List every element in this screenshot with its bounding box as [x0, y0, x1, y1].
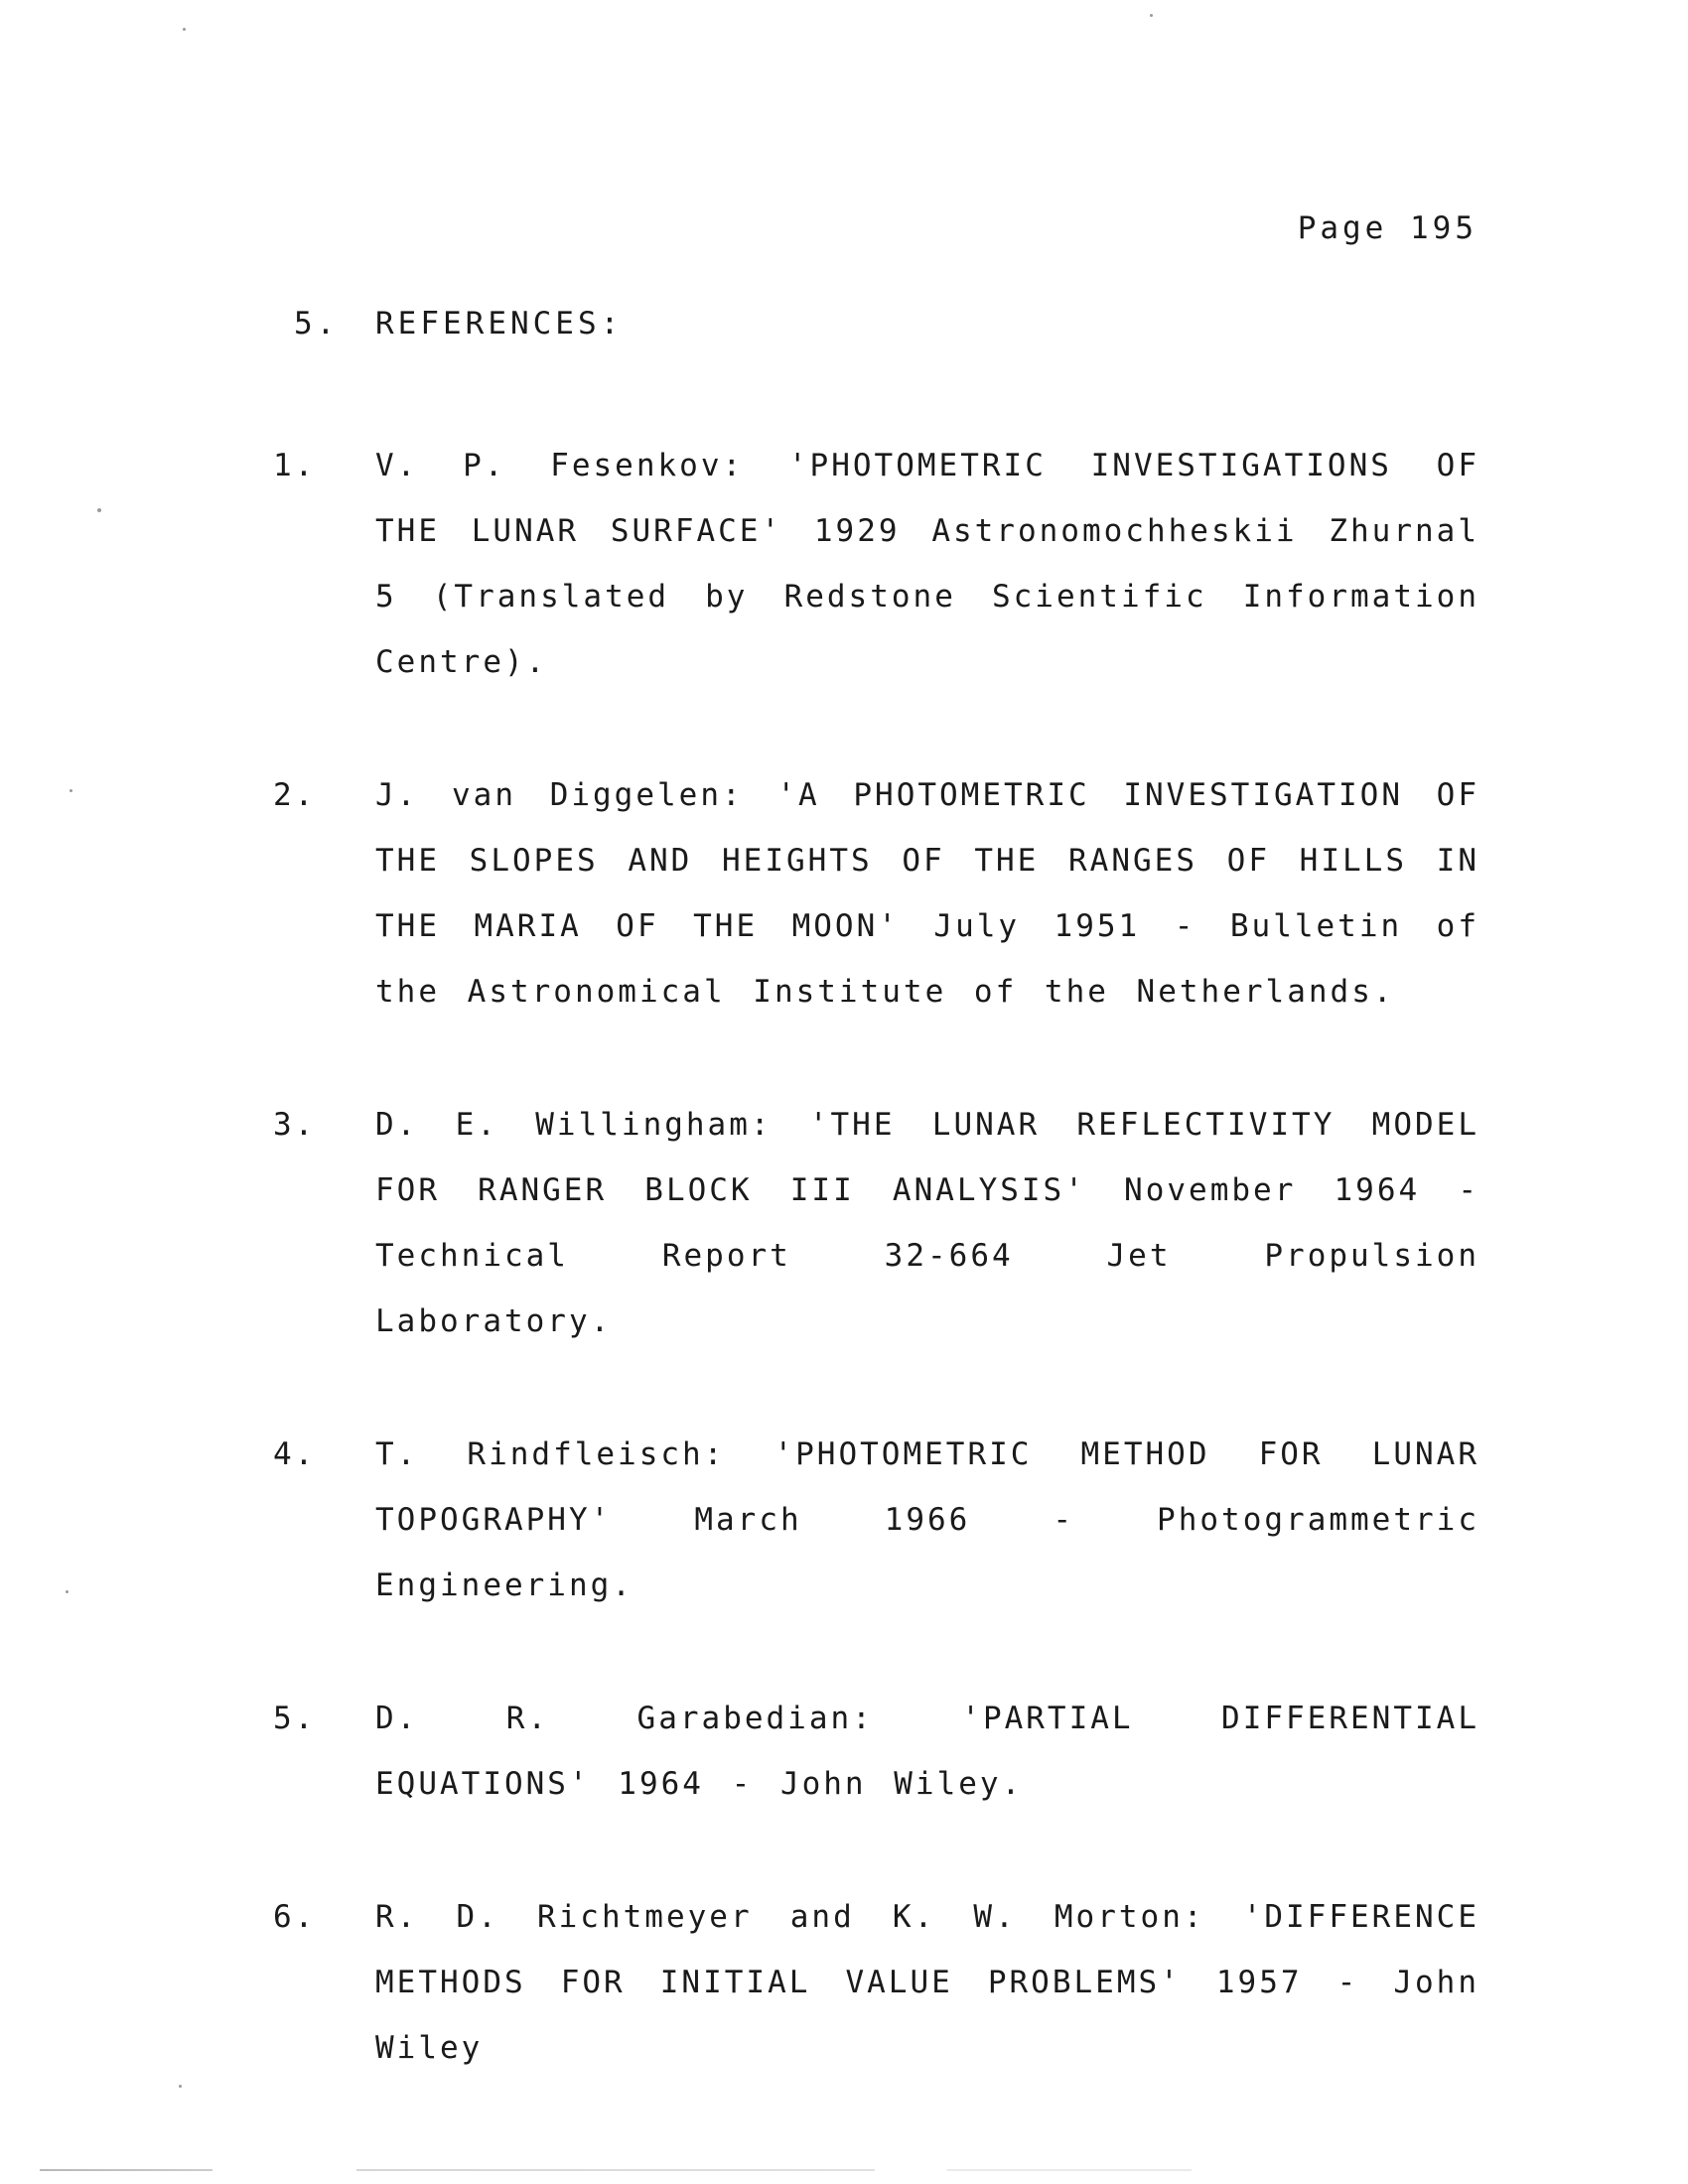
scan-edge-line	[40, 2169, 1479, 2171]
reference-item	[273, 1686, 1479, 1817]
reference-number: 5.	[273, 1701, 317, 1736]
reference-item	[273, 1884, 1479, 2081]
reference-number: 4.	[273, 1436, 317, 1472]
reference-item	[273, 433, 1479, 695]
section-title: REFERENCES:	[375, 306, 624, 341]
section-heading	[294, 306, 623, 341]
scan-speck	[183, 28, 186, 31]
reference-item	[273, 1422, 1479, 1618]
reference-list	[273, 433, 1479, 2148]
scan-speck	[179, 2085, 182, 2088]
scan-speck	[1150, 14, 1153, 17]
scan-speck	[70, 789, 72, 792]
reference-text: D. R. Garabedian: 'PARTIAL DIFFERENTIAL EQUATIONS' 1964 - John Wiley.	[375, 1701, 1479, 1802]
reference-item	[273, 762, 1479, 1024]
scan-speck	[66, 1590, 69, 1593]
page-number: Page 195	[1297, 210, 1477, 246]
reference-number: 2.	[273, 777, 317, 813]
reference-text: D. E. Willingham: 'THE LUNAR REFLECTIVITY MODEL FOR RANGER BLOCK III ANALYSIS' November 1964 - Technical Report 32-664 Jet Propulsion Laboratory.	[375, 1107, 1479, 1339]
reference-text: R. D. Richtmeyer and K. W. Morton: 'DIFFERENCE METHODS FOR INITIAL VALUE PROBLEMS' 1957 - John Wiley	[375, 1899, 1479, 2066]
reference-number: 3.	[273, 1107, 317, 1143]
reference-text: V. P. Fesenkov: 'PHOTOMETRIC INVESTIGATIONS OF THE LUNAR SURFACE' 1929 Astronomochheskii Zhurnal 5 (Translated by Redstone Scientific Information Centre).	[375, 448, 1479, 680]
reference-number: 1.	[273, 448, 317, 483]
reference-item	[273, 1092, 1479, 1354]
section-number: 5.	[294, 306, 340, 341]
reference-text: J. van Diggelen: 'A PHOTOMETRIC INVESTIGATION OF THE SLOPES AND HEIGHTS OF THE RANGES OF HILLS IN THE MARIA OF THE MOON' July 1951 - Bulletin of the Astronomical Institute of the Netherlands.	[375, 777, 1479, 1010]
reference-text: T. Rindfleisch: 'PHOTOMETRIC METHOD FOR LUNAR TOPOGRAPHY' March 1966 - Photogrammetric Engineering.	[375, 1436, 1479, 1603]
scan-speck	[97, 508, 101, 512]
reference-number: 6.	[273, 1899, 317, 1935]
